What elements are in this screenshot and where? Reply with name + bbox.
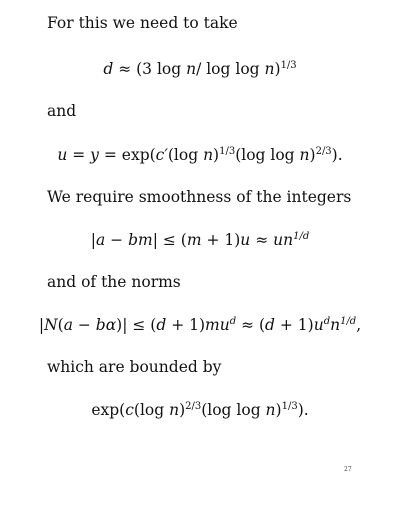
- equation-integer-bound: $|a - bm| \le (m + 1)u \approx un^{1/d}$: [90, 231, 310, 249]
- text-line-and: and: [47, 102, 77, 120]
- equation-exp-bound: exp(c(log n)$^{2/3}$(log log n)$^{1/3}$).: [91, 401, 309, 419]
- text-line-1: For this we need to take: [47, 14, 238, 32]
- equation-norm-bound: $|N(a - b\alpha)| \le (d + 1)mu^d \approx (d + 1)u^dn^{1/d}$,: [38, 316, 362, 334]
- text-line-smoothness: We require smoothness of the integers: [47, 188, 352, 206]
- equation-u-y: u = y = exp(c′(log n)$^{1/3}$(log log n)$^{2/3}$).: [57, 146, 343, 164]
- equation-d-approx: d ≈ (3 log n/ log log n)$^{1/3}$: [103, 60, 297, 78]
- page-number: 27: [344, 466, 352, 473]
- text-line-bounded: which are bounded by: [47, 358, 222, 376]
- text-line-norms: and of the norms: [47, 273, 181, 291]
